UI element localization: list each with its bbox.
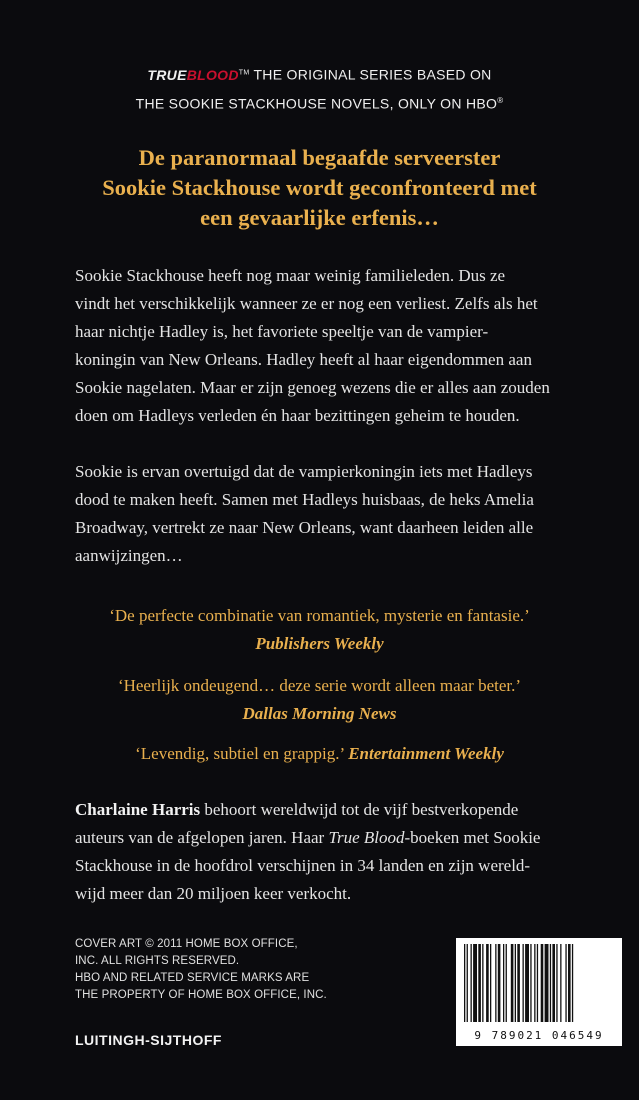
quote-source: Publishers Weekly xyxy=(255,634,384,653)
review-quote xyxy=(0,740,639,768)
banner-line-1 xyxy=(0,60,639,88)
blurb-line: koningin van New Orleans. Hadley heeft al haar eigendommen aan xyxy=(75,350,532,369)
blurb-line: Sookie Stackhouse heeft nog maar weinig familieleden. Dus ze xyxy=(75,266,506,285)
author-bio xyxy=(75,796,575,908)
blurb-line: vindt het verschikkelijk wanneer ze er nog een verliest. Zelfs als het xyxy=(75,294,538,313)
copyright-line: THE PROPERTY OF HOME BOX OFFICE, INC. xyxy=(75,989,327,1001)
copyright-line: INC. ALL RIGHTS RESERVED. xyxy=(75,955,240,967)
true-blood-logo: TRUEBLOOD™ xyxy=(147,66,250,83)
review-quote xyxy=(0,602,639,658)
copyright-notice xyxy=(75,936,327,1004)
banner-text-1: THE ORIGINAL SERIES BASED ON xyxy=(253,66,492,83)
blurb-paragraph-2 xyxy=(75,458,575,570)
blurb-line: Broadway, vertrekt ze naar New Orleans, want daarheen leiden alle xyxy=(75,518,534,537)
headline xyxy=(0,143,639,233)
bio-line: Stackhouse in de hoofdrol verschijnen in 34 landen en zijn wereld- xyxy=(75,856,531,875)
series-banner xyxy=(0,60,639,116)
series-title: True Blood xyxy=(328,828,405,847)
bio-line: auteurs van de afgelopen jaren. Haar True Blood-boeken met Sookie xyxy=(75,828,541,847)
copyright-line: COVER ART © 2011 HOME BOX OFFICE, xyxy=(75,938,298,950)
headline-line-2: Sookie Stackhouse wordt geconfronteerd met xyxy=(102,175,537,200)
isbn-barcode xyxy=(456,938,622,1046)
blurb-line: dood te maken heeft. Samen met Hadleys huisbaas, de heks Amelia xyxy=(75,490,534,509)
quote-text: ‘De perfecte combinatie van romantiek, mysterie en fantasie.’ xyxy=(109,606,530,625)
blurb-paragraph-1 xyxy=(75,262,575,430)
review-quote xyxy=(0,672,639,728)
copyright-line: HBO AND RELATED SERVICE MARKS ARE xyxy=(75,972,310,984)
headline-line-1: De paranormaal begaafde serveerster xyxy=(138,145,501,170)
author-name: Charlaine Harris xyxy=(75,800,201,819)
quote-text: ‘Levendig, subtiel en grappig.’ xyxy=(135,744,344,763)
blurb-line: Sookie nagelaten. Maar er zijn genoeg wezens die er alles aan zouden xyxy=(75,378,550,397)
blurb-line: haar nichtje Hadley is, het favoriete speeltje van de vampier- xyxy=(75,322,489,341)
bio-line: wijd meer dan 20 miljoen keer verkocht. xyxy=(75,884,352,903)
registered-mark: ® xyxy=(497,95,504,105)
bio-line: Charlaine Harris behoort wereldwijd tot de vijf bestverkopende xyxy=(75,800,519,819)
blurb-line: aanwijzingen… xyxy=(75,546,183,565)
banner-text-2: THE SOOKIE STACKHOUSE NOVELS, ONLY ON HBO xyxy=(135,95,498,112)
barcode-bars xyxy=(462,944,616,1024)
publisher-logo: LUITINGH-SIJTHOFF xyxy=(75,1032,222,1048)
banner-line-2 xyxy=(0,88,639,117)
blurb-line: Sookie is ervan overtuigd dat de vampierkoningin iets met Hadleys xyxy=(75,462,533,481)
quote-source: Entertainment Weekly xyxy=(348,744,504,763)
quote-source: Dallas Morning News xyxy=(242,704,397,723)
barcode-number: 9 789021 046549 xyxy=(474,1029,604,1042)
blurb-line: doen om Hadleys verleden én haar bezittingen geheim te houden. xyxy=(75,406,520,425)
headline-line-3: een gevaarlijke erfenis… xyxy=(200,205,439,230)
quote-text: ‘Heerlijk ondeugend… deze serie wordt alleen maar beter.’ xyxy=(117,676,522,695)
